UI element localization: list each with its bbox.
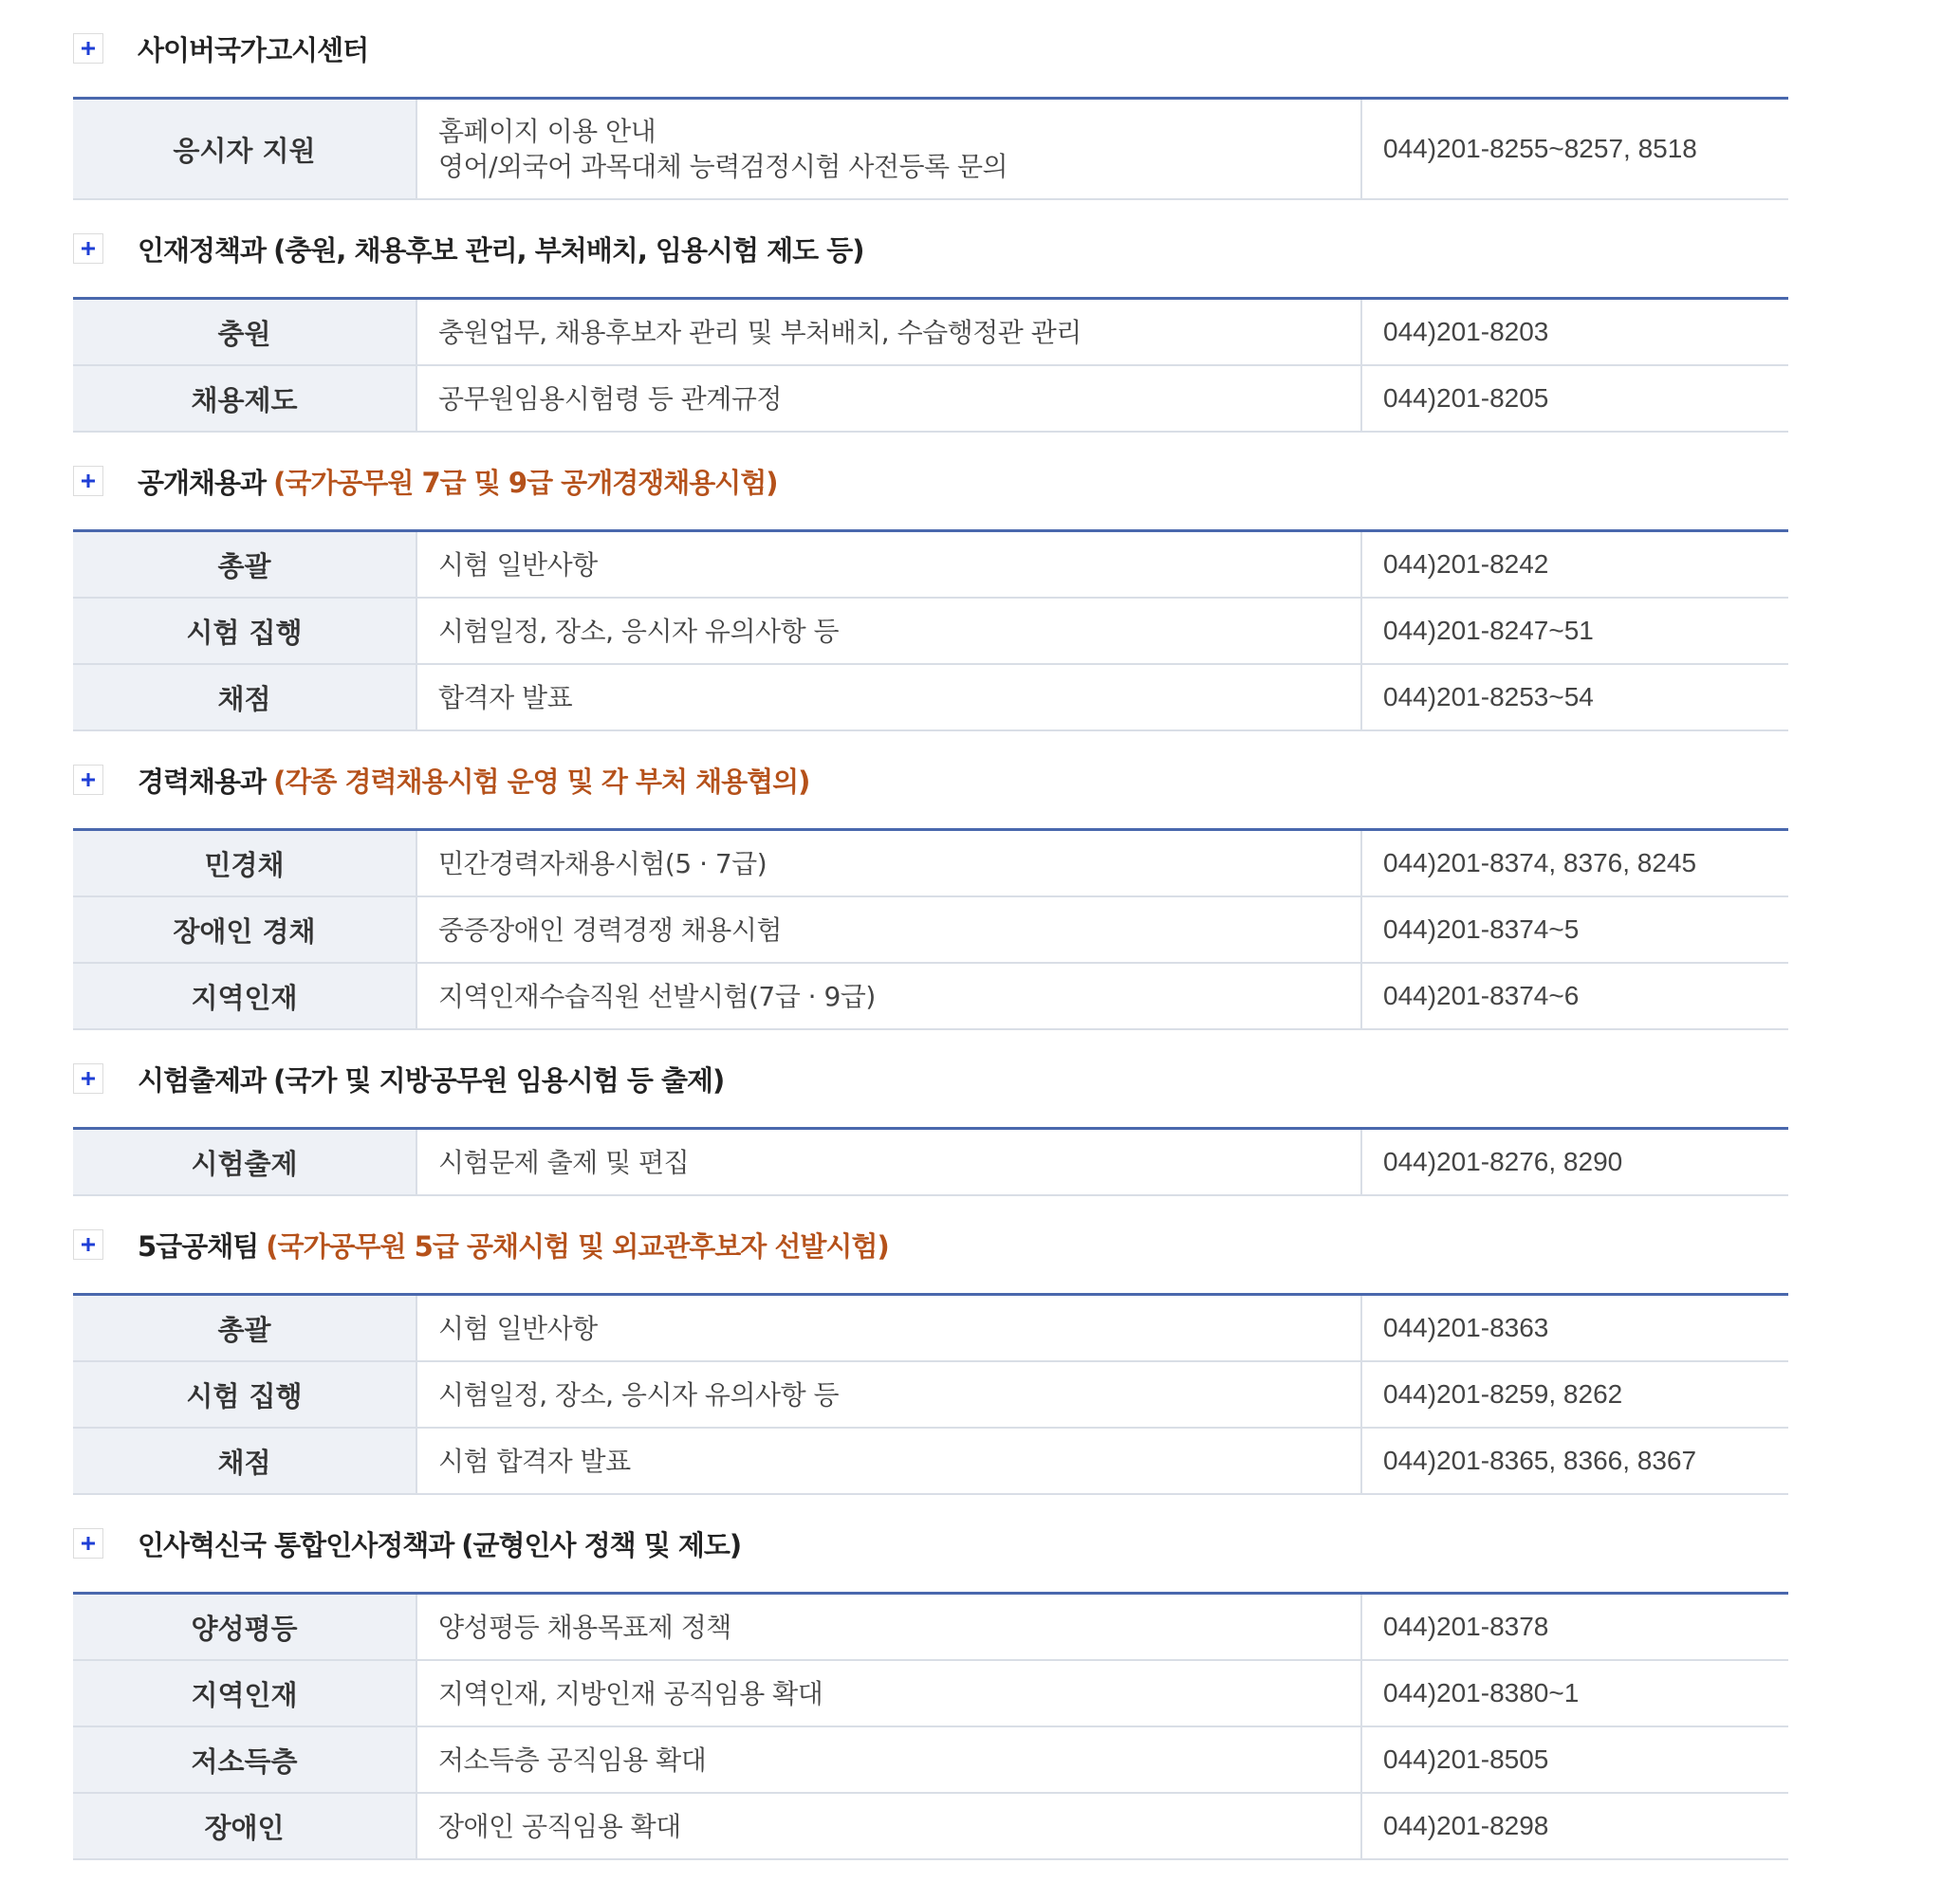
description-cell bbox=[416, 531, 1361, 599]
plus-icon[interactable] bbox=[73, 1229, 103, 1260]
category-cell: 채점 bbox=[73, 664, 416, 730]
category-cell: 채점 bbox=[73, 1428, 416, 1494]
description-cell bbox=[416, 664, 1361, 730]
phone-cell[interactable]: 044)201-8374~6 bbox=[1361, 963, 1788, 1029]
section-title: 인사혁신국 통합인사정책과 bbox=[138, 1528, 454, 1561]
section-heading[interactable] bbox=[73, 731, 1788, 828]
section-title: 시험출제과 bbox=[138, 1063, 267, 1097]
section-heading[interactable] bbox=[73, 0, 1788, 97]
section-subtitle: (각종 경력채용시험 운영 및 각 부처 채용협의) bbox=[273, 765, 810, 798]
contact-table bbox=[73, 1127, 1788, 1196]
description-line: 홈페이지 이용 안내 bbox=[438, 116, 656, 147]
description-line: 영어/외국어 과목대체 능력검정시험 사전등록 문의 bbox=[438, 151, 1008, 182]
description-cell bbox=[416, 1428, 1361, 1494]
table-row bbox=[73, 1726, 1788, 1793]
section-title: 공개채용과 bbox=[138, 466, 267, 499]
table-row bbox=[73, 1428, 1788, 1494]
description-line: 지역인재수습직원 선발시험(7급 · 9급) bbox=[438, 980, 876, 1012]
section-subtitle: (국가 및 지방공무원 임용시험 등 출제) bbox=[273, 1063, 725, 1097]
description-line: 합격자 발표 bbox=[438, 681, 573, 713]
category-cell: 총괄 bbox=[73, 531, 416, 599]
phone-cell[interactable]: 044)201-8253~54 bbox=[1361, 664, 1788, 730]
section-heading[interactable] bbox=[73, 433, 1788, 529]
table-row bbox=[73, 365, 1788, 432]
table-row bbox=[73, 531, 1788, 599]
description-cell bbox=[416, 1361, 1361, 1428]
category-cell: 장애인 bbox=[73, 1793, 416, 1859]
plus-icon[interactable] bbox=[73, 765, 103, 795]
category-cell: 시험 집행 bbox=[73, 1361, 416, 1428]
description-line: 지역인재, 지방인재 공직임용 확대 bbox=[438, 1677, 823, 1709]
plus-icon[interactable] bbox=[73, 233, 103, 264]
category-cell: 시험 집행 bbox=[73, 598, 416, 664]
category-cell: 저소득층 bbox=[73, 1726, 416, 1793]
description-line: 중증장애인 경력경쟁 채용시험 bbox=[438, 914, 782, 946]
section-heading[interactable] bbox=[73, 200, 1788, 297]
category-cell: 양성평등 bbox=[73, 1594, 416, 1661]
description-line: 공무원임용시험령 등 관계규정 bbox=[438, 382, 782, 415]
table-row bbox=[73, 1129, 1788, 1196]
contact-table bbox=[73, 529, 1788, 731]
phone-cell[interactable]: 044)201-8374~5 bbox=[1361, 896, 1788, 963]
category-cell: 채용제도 bbox=[73, 365, 416, 432]
phone-cell[interactable]: 044)201-8242 bbox=[1361, 531, 1788, 599]
plus-icon[interactable] bbox=[73, 1063, 103, 1094]
phone-cell[interactable]: 044)201-8247~51 bbox=[1361, 598, 1788, 664]
section-heading[interactable] bbox=[73, 1030, 1788, 1127]
description-cell bbox=[416, 1660, 1361, 1726]
description-line: 양성평등 채용목표제 정책 bbox=[438, 1611, 731, 1643]
section-subtitle: (국가공무원 5급 공채시험 및 외교관후보자 선발시험) bbox=[266, 1229, 889, 1263]
phone-cell[interactable]: 044)201-8298 bbox=[1361, 1793, 1788, 1859]
table-row bbox=[73, 830, 1788, 897]
description-cell bbox=[416, 99, 1361, 200]
section-title: 경력채용과 bbox=[138, 765, 267, 798]
phone-cell[interactable]: 044)201-8259, 8262 bbox=[1361, 1361, 1788, 1428]
plus-icon[interactable] bbox=[73, 466, 103, 496]
description-line: 장애인 공직임용 확대 bbox=[438, 1810, 681, 1842]
table-row bbox=[73, 1295, 1788, 1362]
description-cell bbox=[416, 1726, 1361, 1793]
category-cell: 충원 bbox=[73, 299, 416, 366]
phone-cell[interactable]: 044)201-8363 bbox=[1361, 1295, 1788, 1362]
description-line: 시험 일반사항 bbox=[438, 548, 598, 581]
section-subtitle: (충원, 채용후보 관리, 부처배치, 임용시험 제도 등) bbox=[273, 233, 864, 267]
description-line: 충원업무, 채용후보자 관리 및 부처배치, 수습행정관 관리 bbox=[438, 316, 1082, 348]
section-heading[interactable] bbox=[73, 1196, 1788, 1293]
table-row bbox=[73, 1793, 1788, 1859]
description-cell bbox=[416, 299, 1361, 366]
phone-cell[interactable]: 044)201-8378 bbox=[1361, 1594, 1788, 1661]
description-line: 민간경력자채용시험(5 · 7급) bbox=[438, 847, 767, 879]
contact-table bbox=[73, 297, 1788, 433]
category-cell: 시험출제 bbox=[73, 1129, 416, 1196]
description-cell bbox=[416, 1295, 1361, 1362]
phone-cell[interactable]: 044)201-8205 bbox=[1361, 365, 1788, 432]
category-cell: 민경채 bbox=[73, 830, 416, 897]
contact-table bbox=[73, 828, 1788, 1030]
description-cell bbox=[416, 830, 1361, 897]
contact-table bbox=[73, 1592, 1788, 1860]
category-cell: 지역인재 bbox=[73, 1660, 416, 1726]
phone-cell[interactable]: 044)201-8505 bbox=[1361, 1726, 1788, 1793]
description-line: 시험 일반사항 bbox=[438, 1312, 598, 1344]
phone-cell[interactable]: 044)201-8380~1 bbox=[1361, 1660, 1788, 1726]
description-cell bbox=[416, 963, 1361, 1029]
description-cell bbox=[416, 896, 1361, 963]
plus-icon[interactable] bbox=[73, 33, 103, 64]
phone-cell[interactable]: 044)201-8374, 8376, 8245 bbox=[1361, 830, 1788, 897]
description-cell bbox=[416, 1594, 1361, 1661]
section-title: 인재정책과 bbox=[138, 233, 267, 267]
description-line: 저소득층 공직임용 확대 bbox=[438, 1744, 707, 1776]
section-title: 5급공채팀 bbox=[138, 1229, 259, 1263]
phone-cell[interactable]: 044)201-8203 bbox=[1361, 299, 1788, 366]
phone-cell[interactable]: 044)201-8276, 8290 bbox=[1361, 1129, 1788, 1196]
category-cell: 총괄 bbox=[73, 1295, 416, 1362]
phone-cell[interactable]: 044)201-8365, 8366, 8367 bbox=[1361, 1428, 1788, 1494]
table-row bbox=[73, 1594, 1788, 1661]
contact-table bbox=[73, 97, 1788, 200]
contact-directory bbox=[73, 0, 1788, 1860]
section-heading[interactable] bbox=[73, 1495, 1788, 1592]
contact-table bbox=[73, 1293, 1788, 1495]
description-cell bbox=[416, 1793, 1361, 1859]
category-cell: 지역인재 bbox=[73, 963, 416, 1029]
description-cell bbox=[416, 1129, 1361, 1196]
description-line: 시험일정, 장소, 응시자 유의사항 등 bbox=[438, 615, 840, 647]
category-cell: 장애인 경채 bbox=[73, 896, 416, 963]
category-cell: 응시자 지원 bbox=[73, 99, 416, 200]
table-row bbox=[73, 598, 1788, 664]
table-row bbox=[73, 896, 1788, 963]
table-row bbox=[73, 1660, 1788, 1726]
section-subtitle: (국가공무원 7급 및 9급 공개경쟁채용시험) bbox=[273, 466, 778, 499]
description-line: 시험문제 출제 및 편집 bbox=[438, 1146, 690, 1178]
table-row bbox=[73, 963, 1788, 1029]
table-row bbox=[73, 1361, 1788, 1428]
table-row bbox=[73, 99, 1788, 200]
table-row bbox=[73, 299, 1788, 366]
phone-cell[interactable]: 044)201-8255~8257, 8518 bbox=[1361, 99, 1788, 200]
plus-icon[interactable] bbox=[73, 1528, 103, 1559]
table-row bbox=[73, 664, 1788, 730]
section-title: 사이버국가고시센터 bbox=[138, 33, 369, 66]
description-cell bbox=[416, 365, 1361, 432]
description-line: 시험 합격자 발표 bbox=[438, 1445, 631, 1477]
section-subtitle: (균형인사 정책 및 제도) bbox=[461, 1528, 742, 1561]
description-cell bbox=[416, 598, 1361, 664]
description-line: 시험일정, 장소, 응시자 유의사항 등 bbox=[438, 1378, 840, 1411]
